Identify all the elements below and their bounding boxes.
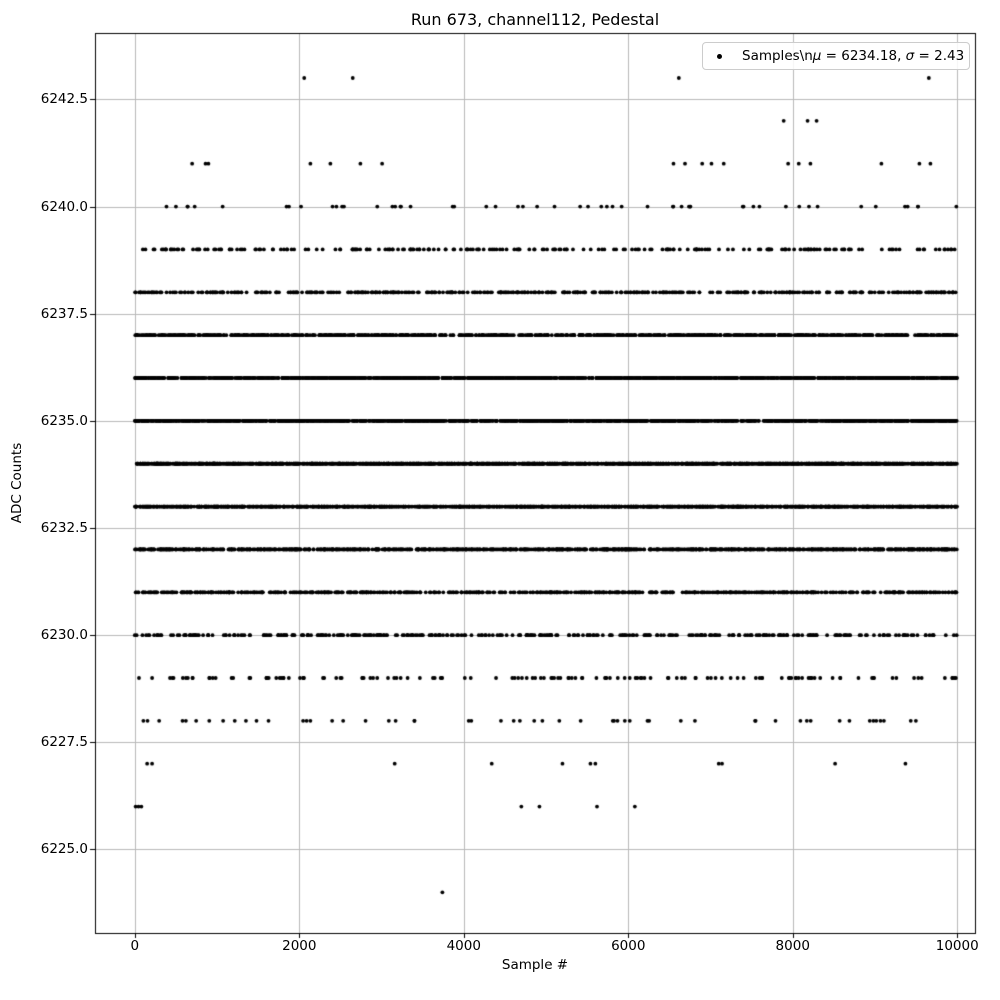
y-tick-label: 6242.5 [40,91,88,108]
x-axis-label: Sample # [501,957,569,973]
x-tick-label: 6000 [611,938,646,954]
y-tick-label: 6225.0 [40,841,88,858]
legend-mu-symbol: μ [812,48,822,64]
chart-title: Run 673, channel112, Pedestal [410,10,660,29]
x-tick-label: 0 [130,938,140,954]
legend-point-marker-icon [717,54,722,59]
legend-label [742,48,964,64]
legend-label-prefix: Samples\n [742,48,813,64]
y-tick-label: 6237.5 [40,305,88,322]
y-tick-label: 6235.0 [40,412,88,429]
y-tick-label: 6227.5 [40,734,88,751]
y-tick-label: 6240.0 [40,198,88,215]
y-tick-label: 6232.5 [40,520,88,536]
legend-sigma-symbol: σ [905,48,915,64]
x-tick-label: 4000 [446,938,481,954]
x-tick-label: 10000 [935,938,979,954]
y-axis-label: ADC Counts [9,442,25,524]
x-tick-label: 2000 [282,938,317,954]
x-tick-label: 8000 [775,938,810,954]
legend-label-suffix: = 2.43 [914,48,965,64]
legend [702,42,970,70]
y-tick-label: 6230.0 [40,627,88,644]
legend-label-mid: = 6234.18, [821,48,906,64]
